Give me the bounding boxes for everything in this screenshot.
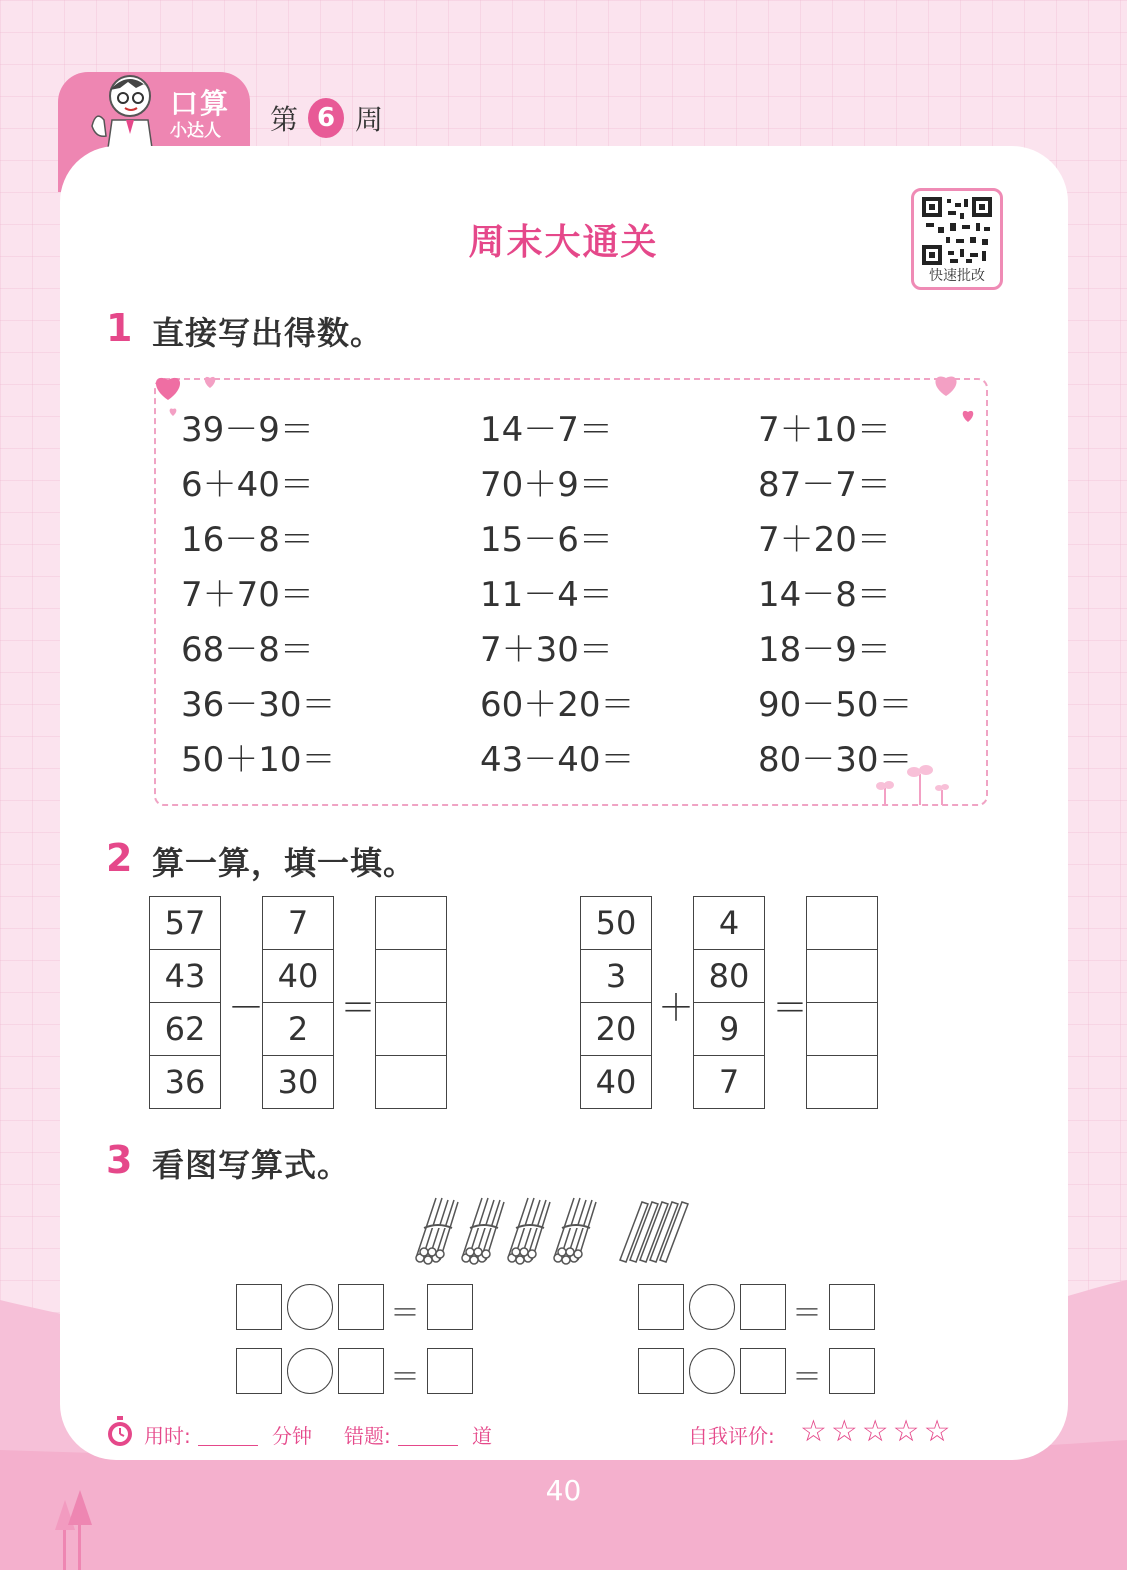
answer-box[interactable] (236, 1348, 282, 1394)
answer-cell[interactable] (375, 1056, 447, 1109)
left-a-cell: 62 (149, 1003, 221, 1056)
right-b-cell: 9 (693, 1003, 765, 1056)
right-a-cell: 40 (580, 1056, 652, 1109)
right-b-cell: 80 (693, 950, 765, 1003)
time-blank[interactable] (198, 1445, 258, 1446)
left-column-a (149, 896, 221, 1109)
answer-box[interactable] (638, 1348, 684, 1394)
left-b-cell: 30 (262, 1056, 334, 1109)
answer-box[interactable] (829, 1348, 875, 1394)
answer-cell[interactable] (375, 1003, 447, 1056)
equation-item: 70＋9＝ (480, 465, 613, 505)
equation-item: 50＋10＝ (181, 740, 336, 780)
answer-cell[interactable] (806, 1003, 878, 1056)
equation-item: 90－50＝ (758, 685, 913, 725)
left-operator: － (228, 988, 265, 1029)
operator-circle[interactable] (689, 1348, 735, 1394)
right-b-cell: 4 (693, 896, 765, 950)
equals-sign: ＝ (792, 1360, 822, 1395)
errors-label: 错题: (344, 1424, 391, 1448)
time-label: 用时: (144, 1424, 191, 1448)
left-a-cell: 57 (149, 896, 221, 950)
left-column-b (262, 896, 334, 1109)
right-column-b (693, 896, 765, 1109)
equation-item: 39－9＝ (181, 410, 314, 450)
answer-box[interactable] (338, 1284, 384, 1330)
right-equals: ＝ (772, 988, 809, 1029)
left-b-cell: 40 (262, 950, 334, 1003)
week-number-badge: 6 (308, 98, 344, 138)
operator-circle[interactable] (287, 1348, 333, 1394)
equation-item: 80－30＝ (758, 740, 913, 780)
equation-item: 7＋70＝ (181, 575, 314, 615)
answer-box[interactable] (427, 1284, 473, 1330)
heart-decoration-right (928, 366, 988, 426)
operator-circle[interactable] (689, 1284, 735, 1330)
errors-unit: 道 (472, 1424, 492, 1448)
section1-number: 1 (106, 306, 133, 350)
mascot-icon (82, 72, 162, 148)
equation-item: 7＋20＝ (758, 520, 891, 560)
right-a-cell: 20 (580, 1003, 652, 1056)
equation-item: 60＋20＝ (480, 685, 635, 725)
answer-box[interactable] (638, 1284, 684, 1330)
answer-box[interactable] (236, 1284, 282, 1330)
week-suffix: 周 (355, 103, 384, 136)
left-answer-column[interactable] (375, 896, 447, 1109)
left-b-cell: 2 (262, 1003, 334, 1056)
equation-item: 43－40＝ (480, 740, 635, 780)
answer-cell[interactable] (806, 950, 878, 1003)
left-equals: ＝ (340, 988, 377, 1029)
equation-item: 16－8＝ (181, 520, 314, 560)
right-a-cell: 50 (580, 896, 652, 950)
right-column-a (580, 896, 652, 1109)
equation-item: 14－7＝ (480, 410, 613, 450)
left-a-cell: 43 (149, 950, 221, 1003)
week-prefix: 第 (270, 103, 299, 136)
equals-sign: ＝ (390, 1296, 420, 1331)
equation-item: 6＋40＝ (181, 465, 314, 505)
equation-item: 68－8＝ (181, 630, 314, 670)
equation-item: 87－7＝ (758, 465, 891, 505)
right-a-cell: 3 (580, 950, 652, 1003)
stick-bundles-illustration (408, 1192, 708, 1268)
section1-title: 直接写出得数。 (152, 314, 384, 352)
time-unit: 分钟 (272, 1424, 312, 1448)
answer-cell[interactable] (375, 896, 447, 950)
equation-item: 11－4＝ (480, 575, 613, 615)
qr-code-icon (922, 197, 992, 265)
left-a-cell: 36 (149, 1056, 221, 1109)
tab-title: 口算 (170, 87, 231, 120)
equation-item: 36－30＝ (181, 685, 336, 725)
answer-box[interactable] (740, 1348, 786, 1394)
equals-sign: ＝ (792, 1296, 822, 1331)
qr-label: 快速批改 (929, 268, 985, 284)
answer-box[interactable] (829, 1284, 875, 1330)
operator-circle[interactable] (287, 1284, 333, 1330)
stopwatch-icon (106, 1416, 134, 1448)
section2-title: 算一算，填一填。 (152, 844, 417, 882)
right-answer-column[interactable] (806, 896, 878, 1109)
equation-item: 15－6＝ (480, 520, 613, 560)
page-title: 周末大通关 (468, 222, 659, 263)
equation-item: 7＋10＝ (758, 410, 891, 450)
equation-item: 7＋30＝ (480, 630, 613, 670)
answer-box[interactable] (338, 1348, 384, 1394)
section3-title: 看图写算式。 (152, 1146, 351, 1184)
tab-subtitle: 小达人 (170, 121, 221, 141)
section2-number: 2 (106, 836, 133, 880)
equals-sign: ＝ (390, 1360, 420, 1395)
section3-number: 3 (106, 1138, 133, 1182)
answer-cell[interactable] (806, 1056, 878, 1109)
answer-box[interactable] (427, 1348, 473, 1394)
left-b-cell: 7 (262, 896, 334, 950)
answer-box[interactable] (740, 1284, 786, 1330)
errors-blank[interactable] (398, 1445, 458, 1446)
rating-stars[interactable]: ☆☆☆☆☆ (800, 1414, 955, 1449)
right-b-cell: 7 (693, 1056, 765, 1109)
self-eval-label: 自我评价: (688, 1424, 775, 1448)
page-number: 40 (545, 1474, 582, 1507)
equation-item: 18－9＝ (758, 630, 891, 670)
equation-item: 14－8＝ (758, 575, 891, 615)
right-operator: ＋ (658, 988, 695, 1029)
answer-cell[interactable] (806, 896, 878, 950)
answer-cell[interactable] (375, 950, 447, 1003)
